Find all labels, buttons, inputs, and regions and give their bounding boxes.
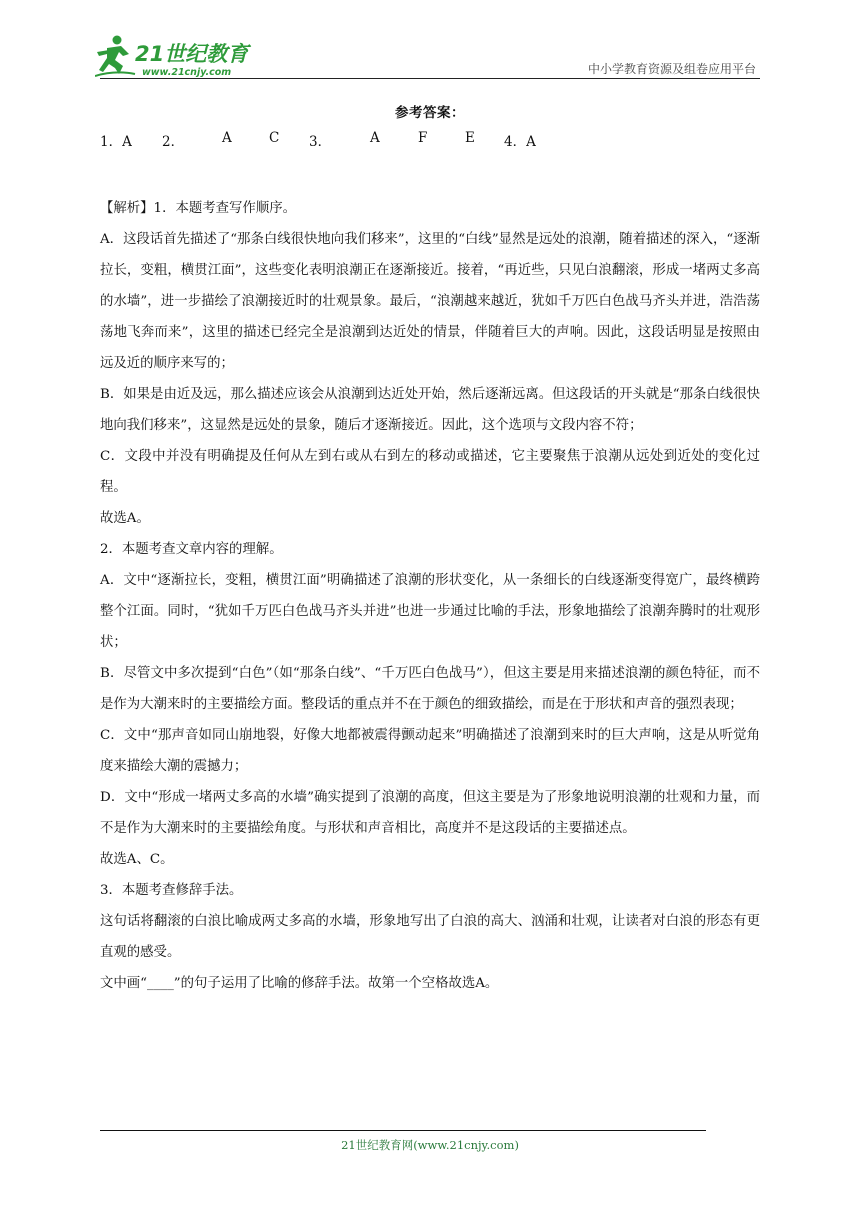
answer-item: 2．: [162, 134, 185, 150]
analysis-paragraph: A．这段话首先描述了“那条白线很快地向我们移来”，这里的“白线”显然是远处的浪潮，随着描述的深入，“逐渐拉长，变粗，横贯江面”，这些变化表明浪潮正在逐渐接近。接着，“再近些，只见白浪翻滚，形成一堵两丈多高的水墙”，进一步描绘了浪潮接近时的壮观景象。最后，“浪潮越来越近，犹如千万匹白色战马齐头并进，浩浩荡荡地飞奔而来”，这里的描述已经完全是浪潮到达近处的情景，伴随着巨大的声响。因此，这段话明显是按照由远及近的顺序来写的；: [100, 232, 760, 371]
analysis-paragraph: 【解析】1．本题考查写作顺序。: [100, 201, 296, 216]
answer-item: 1．A: [100, 134, 132, 150]
runner-logo-icon: [95, 34, 260, 80]
answer-item: 4．A: [504, 134, 536, 150]
logo-url-text: www.21cnjy.com: [142, 67, 232, 78]
analysis-paragraph: D．文中“形成一堵两丈多高的水墙”确实提到了浪潮的高度，但这主要是为了形象地说明浪潮的壮观和力量，而不是作为大潮来时的主要描绘角度。与形状和声音相比，高度并不是这段话的主要描述点。: [100, 790, 760, 836]
footer-divider: [100, 1130, 706, 1131]
analysis-paragraph: A．文中“逐渐拉长，变粗，横贯江面”明确描述了浪潮的形状变化，从一条细长的白线逐渐变得宽广，最终横跨整个江面。同时，“犹如千万匹白色战马齐头并进”也进一步通过比喻的手法，形象地描绘了浪潮奔腾时的壮观形状；: [100, 573, 760, 650]
analysis-paragraph: B．尽管文中多次提到“白色”（如“那条白线”、“千万匹白色战马”），但这主要是用来描述浪潮的颜色特征，而不是作为大潮来时的主要描绘方面。整段话的重点并不在于颜色的细致描绘，而是在于形状和声音的强烈表现；: [100, 666, 760, 712]
analysis-paragraph: C．文段中并没有明确提及任何从左到右或从右到左的移动或描述，它主要聚焦于浪潮从远处到近处的变化过程。: [100, 449, 760, 495]
footer-text[interactable]: 21世纪教育网(www.21cnjy.com): [341, 1138, 519, 1152]
analysis-paragraph: 2．本题考查文章内容的理解。: [100, 542, 283, 557]
analysis-paragraph: B．如果是由近及远，那么描述应该会从浪潮到达近处开始，然后逐渐远离。但这段话的开头就是“那条白线很快地向我们移来”，这显然是远处的景象，随后才逐渐接近。因此，这个选项与文段内容不符；: [100, 387, 760, 433]
answer-item: C: [269, 130, 280, 146]
analysis-paragraph: 这句话将翻滚的白浪比喻成两丈多高的水墙，形象地写出了白浪的高大、汹涌和壮观，让读者对白浪的形态有更直观的感受。: [100, 914, 760, 960]
answer-item: 3．: [309, 134, 332, 150]
analysis-paragraph: 文中画“____”的句子运用了比喻的修辞手法。故第一个空格故选A。: [100, 976, 499, 991]
answer-item: A: [370, 130, 380, 146]
analysis-paragraph: 故选A、C。: [100, 852, 174, 867]
answers-row: [100, 130, 760, 150]
page-header: [0, 0, 860, 90]
logo: [95, 34, 260, 80]
platform-name: 中小学教育资源及组卷应用平台: [587, 62, 756, 76]
logo-main-text: 21世纪教育: [135, 42, 249, 66]
analysis-paragraph: 故选A。: [100, 511, 150, 526]
answers-title: 参考答案：: [395, 105, 465, 121]
analysis-paragraph: C．文中“那声音如同山崩地裂，好像大地都被震得颤动起来”明确描述了浪潮到来时的巨大声响，这是从听觉角度来描绘大潮的震撼力；: [100, 728, 760, 774]
header-divider: [100, 78, 760, 79]
analysis-paragraph: 3．本题考查修辞手法。: [100, 883, 243, 898]
answer-item: E: [465, 130, 475, 146]
analysis-content: [100, 193, 760, 999]
answer-item: F: [418, 130, 428, 146]
answer-item: A: [222, 130, 232, 146]
